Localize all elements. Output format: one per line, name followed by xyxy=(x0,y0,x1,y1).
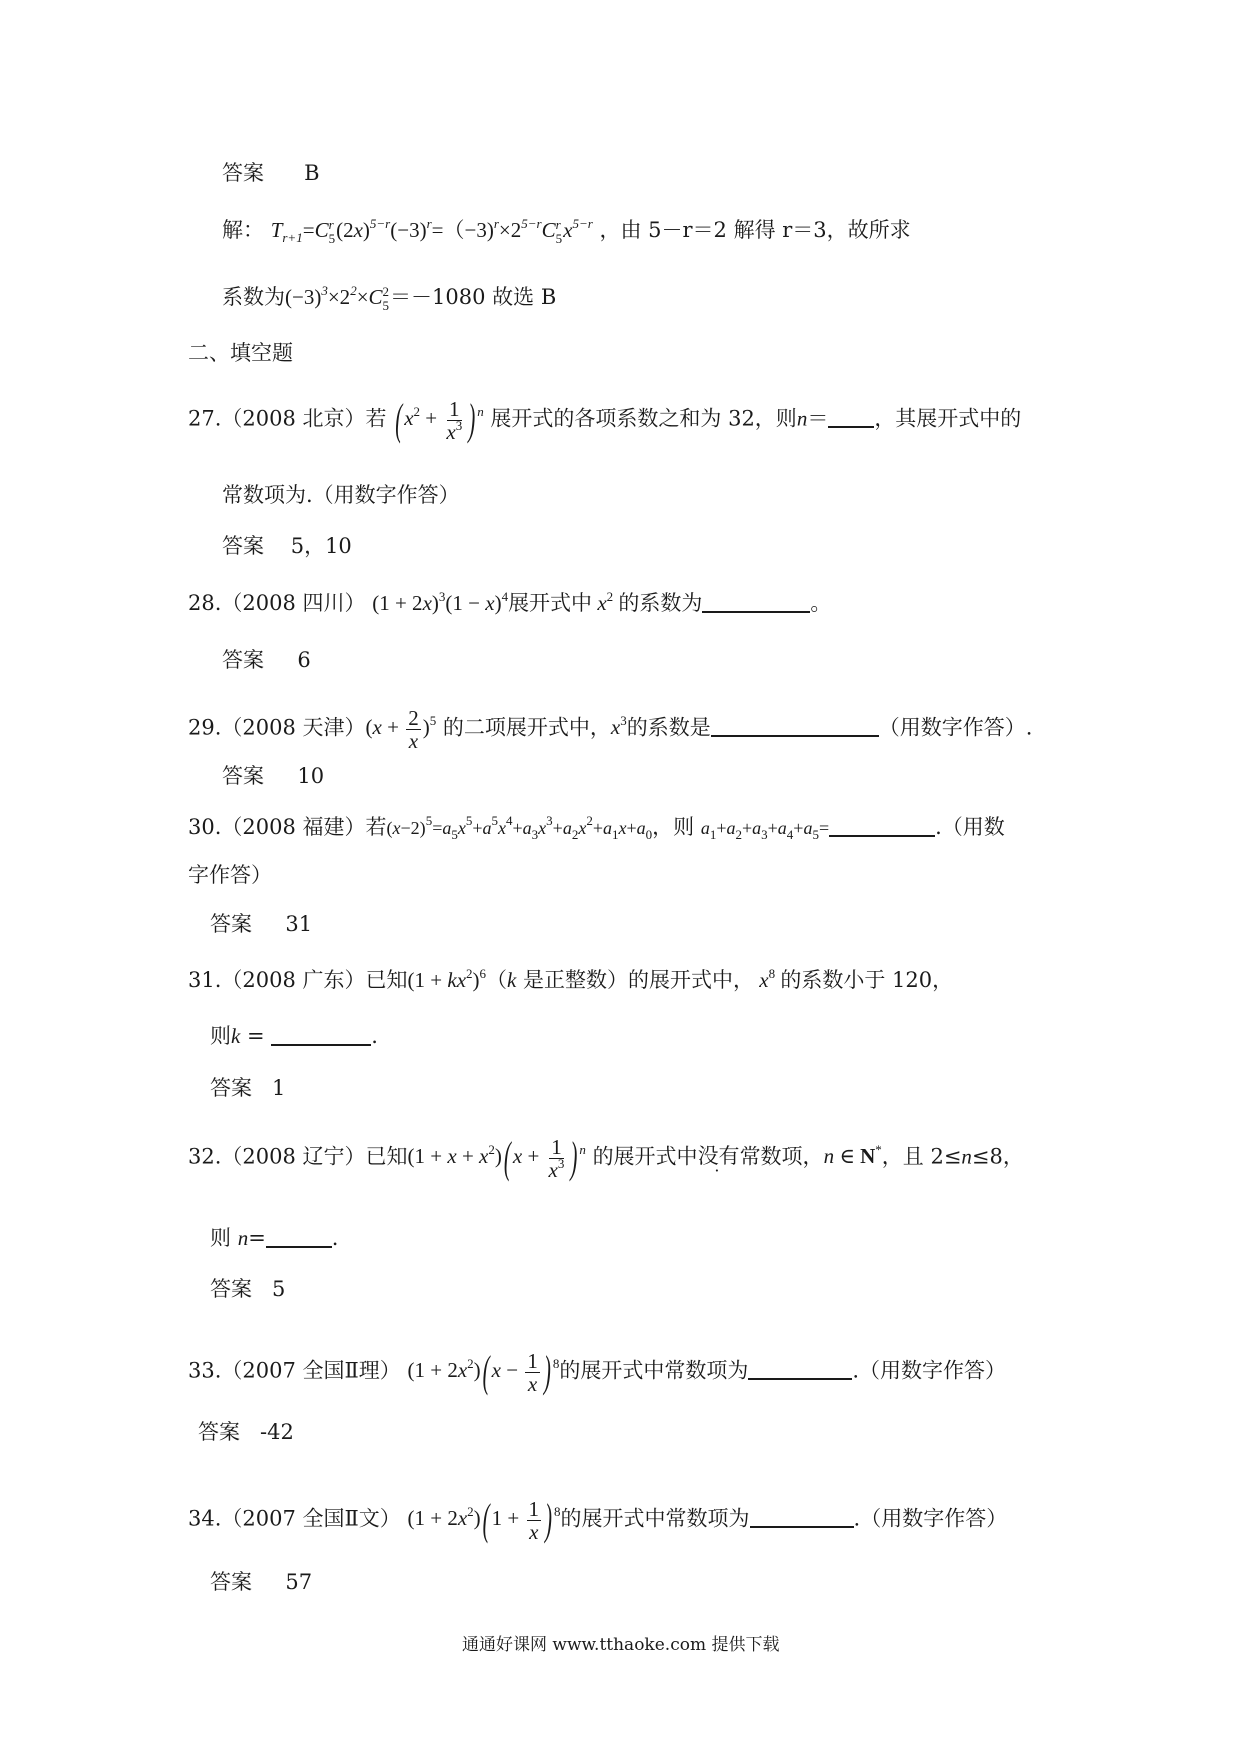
q28-source: （2008 四川） xyxy=(221,591,366,615)
q33-line xyxy=(188,1346,1007,1397)
q29-blank xyxy=(711,717,879,737)
page-footer: 通通好课网 www.tthaoke.com 提供下载 xyxy=(462,1635,780,1655)
q30-text-2: ，则 xyxy=(652,815,695,839)
q32-text-6: 则 xyxy=(210,1226,231,1250)
q29-source: （2008 天津） xyxy=(221,715,366,740)
q32-var-n: n xyxy=(961,1144,972,1169)
formula-q32-domain: n ∈ N* xyxy=(823,1142,882,1169)
q31-line-2: 则k = . xyxy=(210,1024,378,1048)
q28-text: 展开式中 xyxy=(508,591,593,615)
q29-text: 的二项展开式中， xyxy=(442,715,611,740)
q31-line-1 xyxy=(188,966,954,992)
q31-text-4: 则 xyxy=(210,1024,231,1048)
q28-term: $x^2$ xyxy=(592,589,614,615)
q33-source: （2007 全国Ⅱ理） xyxy=(221,1358,401,1383)
q32-text-3: 常数项， xyxy=(739,1144,824,1169)
q31-term: $x^8$ xyxy=(754,966,776,992)
formula-q33: $(1 + 2x^2)(x$ − $\frac{1}{x}$ ) $^8$ xyxy=(407,1346,560,1397)
q32-text-4: ，且 2≤ xyxy=(881,1144,962,1169)
q26-solution-result: ＝－1080 故选 B xyxy=(390,284,557,309)
q29-text-2: 的系数是 xyxy=(626,715,711,740)
formula-general-term: $T_{r+1}=C$ r 5 $(2x)^{5-r}(-3)^r=(-3)^r\times 2^{5-r}C$ r 5 $x^{5-r}$ xyxy=(270,215,593,246)
q27-line-2: 常数项为.（用数字作答） xyxy=(222,483,460,507)
q33-text: 的展开式中常数项为 xyxy=(559,1358,749,1383)
q27-number: 27. xyxy=(188,406,222,431)
q28-answer: 6 xyxy=(297,648,311,672)
formula-q30: $(x-2)^5=a_5x^5+a^5x^4+a_3x^3+a_2x^2+a_1x+a_0$ xyxy=(386,813,653,842)
q31-blank xyxy=(271,1026,371,1046)
formula-q34: $(1 + 2x^2)(1$ + $\frac{1}{x}$ ) $^8$ xyxy=(407,1494,561,1545)
formula-q27: ($x^2$ + $\frac{1}{x^3}$ ) $^n$ xyxy=(395,394,484,445)
q32-line-1 xyxy=(188,1132,1024,1183)
q31-text-2: 是正整数）的展开式中， xyxy=(523,968,755,992)
q32-answer: 5 xyxy=(272,1277,286,1301)
answer-label: 答案 xyxy=(198,1420,240,1444)
q27-blank xyxy=(828,408,874,428)
q33-blank xyxy=(748,1360,852,1380)
answer-label: 答案 xyxy=(210,1076,252,1100)
q26-answer: B xyxy=(304,161,320,185)
section-heading: 二、填空题 xyxy=(188,341,293,365)
q34-answer: 57 xyxy=(285,1570,313,1594)
q29-line xyxy=(188,707,1032,752)
formula-q28: $(1 + 2x)^3(1 - x)^4$ xyxy=(372,589,509,615)
q32-text-5: ≤8， xyxy=(971,1144,1024,1169)
q27-text-2: 展开式的各项系数之和为 32，则 xyxy=(490,406,797,431)
q34-number: 34. xyxy=(188,1506,222,1531)
q32-number: 32. xyxy=(188,1144,222,1169)
answer-label: 答案 xyxy=(222,161,264,185)
q29-term: $x^3$ xyxy=(610,713,627,740)
q32-text: 已知 xyxy=(365,1144,408,1169)
q34-blank xyxy=(750,1508,854,1528)
q34-source: （2007 全国Ⅱ文） xyxy=(221,1506,401,1531)
q27-line-1: 27.（2008 北京）若 ($x^2$ + $\frac{1}{x^3}$ ) $^n$ 展开式的各项系数之和为 32，则n＝ ，其展开式中的 xyxy=(188,394,1022,445)
q27-text: 若 xyxy=(365,406,387,431)
q29-answer-line xyxy=(222,766,324,787)
q31-answer-line xyxy=(210,1078,285,1099)
answer-label: 答案 xyxy=(222,764,264,788)
q26-solution-head: 系数为 xyxy=(222,284,285,309)
q28-blank xyxy=(702,593,810,613)
q29-number: 29. xyxy=(188,715,222,740)
q33-text-2: .（用数字作答） xyxy=(852,1358,1007,1383)
q26-solution-line-2 xyxy=(222,282,557,313)
q27-answer: 5，10 xyxy=(290,534,352,558)
q30-answer: 31 xyxy=(285,912,313,936)
q34-text: 的展开式中常数项为 xyxy=(560,1506,750,1531)
q28-number: 28. xyxy=(188,591,222,615)
q31-text-3: 的系数小于 120， xyxy=(780,968,954,992)
formula-q32: $(1 + x + x^2)(x$ + $\frac{1}{x^3}$ ) $^n$ xyxy=(407,1132,586,1183)
q28-line xyxy=(188,589,832,615)
answer-label: 答案 xyxy=(222,648,264,672)
q31-answer: 1 xyxy=(272,1076,286,1100)
q32-line-2: 则 n= . xyxy=(210,1226,339,1250)
q30-source: （2008 福建） xyxy=(221,815,366,839)
q31-number: 31. xyxy=(188,968,222,992)
q28-text-2: 的系数为 xyxy=(618,591,703,615)
q28-text-3: 。 xyxy=(810,591,832,615)
q32-source: （2008 辽宁） xyxy=(221,1144,366,1169)
q29-text-3: （用数字作答）. xyxy=(878,715,1033,740)
q26-solution-line-1 xyxy=(222,215,911,246)
formula-q29: (x + $\frac{2}{x}$ )$^5$ xyxy=(365,706,437,754)
q33-answer: -42 xyxy=(260,1420,294,1444)
q32-var-n2: n xyxy=(237,1226,249,1250)
answer-label: 答案 xyxy=(210,912,252,936)
q34-line xyxy=(188,1494,1008,1545)
q26-solution-tail: ，由 5－r＝2 解得 r＝3，故所求 xyxy=(599,217,911,242)
q27-text-3: ，其展开式中的 xyxy=(874,406,1022,431)
q26-answer-line xyxy=(222,163,320,184)
q30-text-3: .（用数 xyxy=(935,815,1005,839)
q30-answer-line xyxy=(210,914,312,935)
q32-answer-line xyxy=(210,1279,285,1300)
q27-source: （2008 北京） xyxy=(221,406,366,431)
q30-line-2: 字作答） xyxy=(188,863,272,887)
q31-text: 已知 xyxy=(365,968,408,992)
formula-coefficient: $(-3)^3\times 2^2\times C$ 2 5 xyxy=(285,282,390,313)
solution-label: 解： xyxy=(222,217,264,242)
formula-q31: $(1 + kx^2)^6$ xyxy=(407,966,487,992)
q32-emphasis: 没有 xyxy=(697,1144,740,1169)
q29-answer: 10 xyxy=(297,764,325,788)
q31-source: （2008 广东） xyxy=(221,968,366,992)
answer-label: 答案 xyxy=(210,1570,252,1594)
q32-text-2: 的展开式中 xyxy=(592,1144,698,1169)
answer-label: 答案 xyxy=(222,534,264,558)
answer-label: 答案 xyxy=(210,1277,252,1301)
q34-text-2: .（用数字作答） xyxy=(853,1506,1008,1531)
q30-number: 30. xyxy=(188,815,222,839)
q27-var-n: n xyxy=(796,406,808,431)
q28-answer-line xyxy=(222,650,311,671)
q32-blank xyxy=(266,1228,332,1248)
formula-q30-sum: $a_1+a_2+a_3+a_4+a_5=$ xyxy=(700,818,830,842)
q30-blank xyxy=(829,817,935,837)
q33-answer-line xyxy=(198,1422,294,1443)
q34-answer-line xyxy=(210,1572,312,1593)
q27-answer-line xyxy=(222,536,352,557)
q31-var-k: k xyxy=(507,968,517,992)
q30-line-1 xyxy=(188,813,1005,842)
q31-var-k2: k xyxy=(231,1024,241,1048)
q33-number: 33. xyxy=(188,1358,222,1383)
q31-paren-open: （ xyxy=(486,968,508,992)
q30-text: 若 xyxy=(365,815,387,839)
